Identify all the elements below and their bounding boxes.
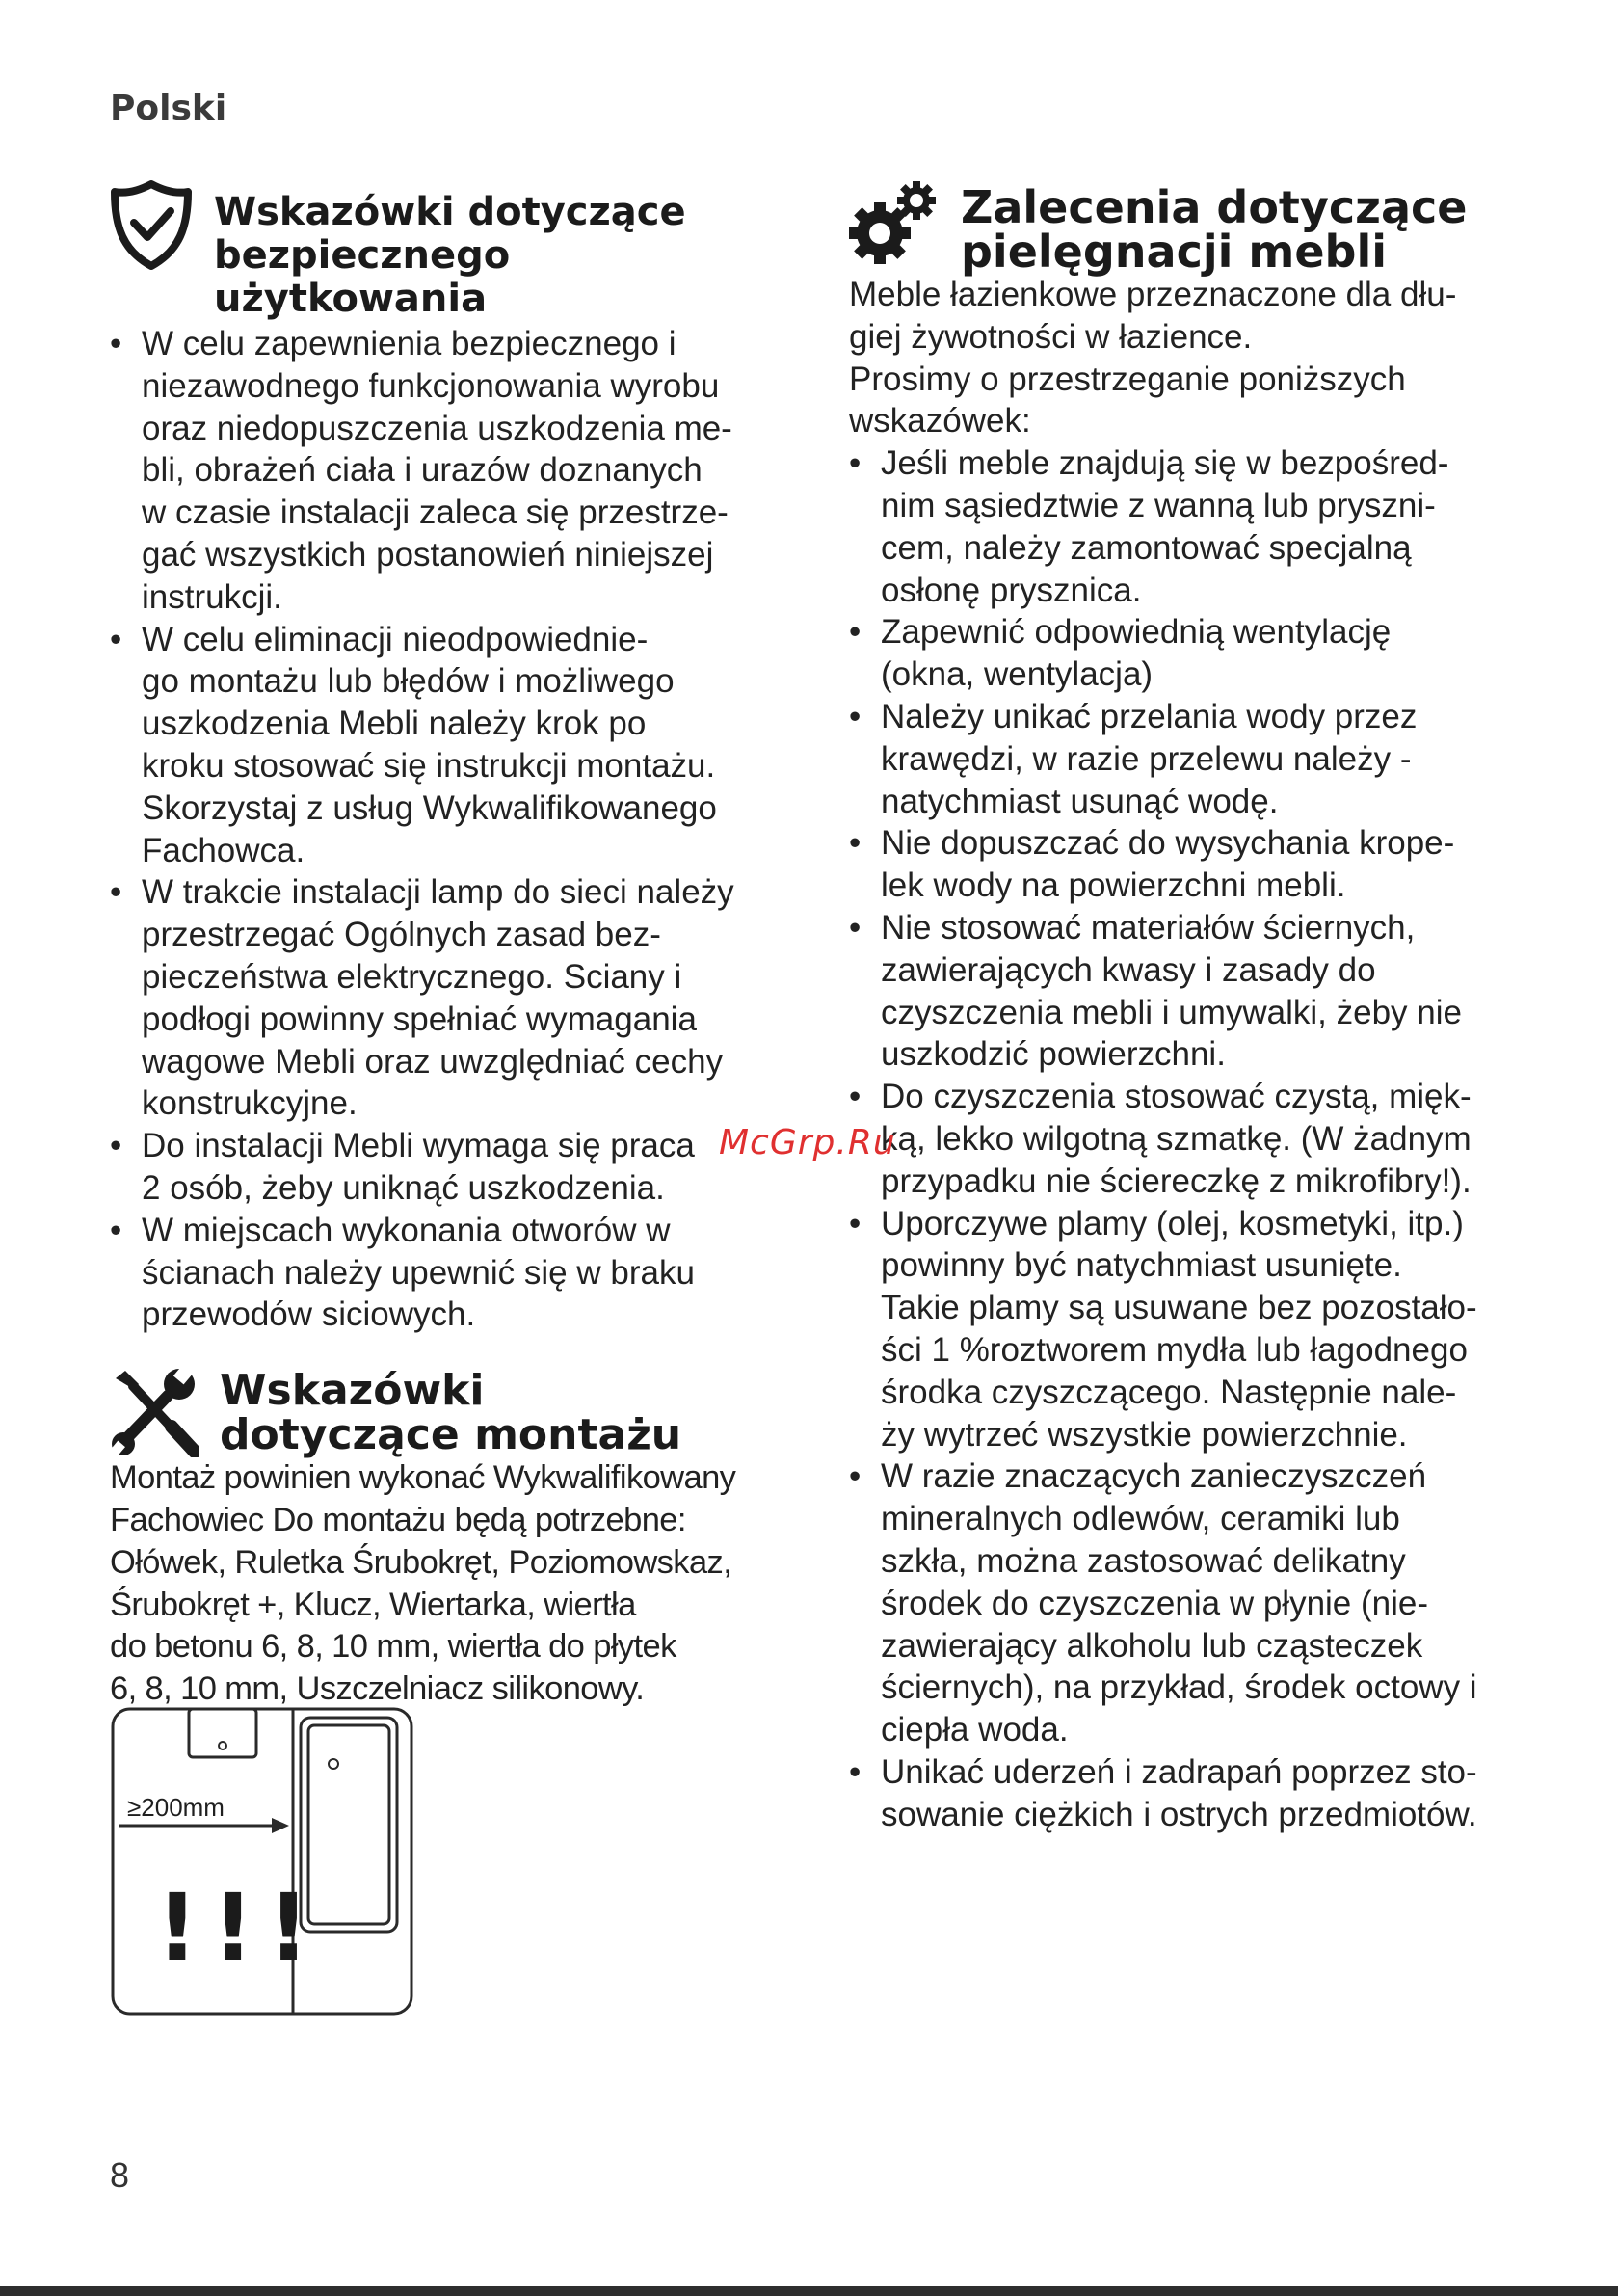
text-line: powinny być natychmiast usunięte. xyxy=(881,1246,1402,1285)
text-line: środka czyszczącego. Następnie nale- xyxy=(881,1373,1457,1411)
safety-heading xyxy=(110,179,775,321)
text-line: pieczeństwa elektrycznego. Sciany i xyxy=(142,957,682,996)
text-line: • Do instalacji Mebli wymaga się praca xyxy=(142,1127,695,1165)
text-line: ści 1 %roztworem mydła lub łagodnego xyxy=(881,1330,1468,1369)
text-line: (okna, wentylacja) xyxy=(881,655,1154,694)
installation-diagram xyxy=(110,1704,416,2027)
text-line: krawędzi, w razie przelewu należy - xyxy=(881,739,1412,778)
text-line: podłogi powinny spełniać wymagania xyxy=(142,1000,697,1038)
text-line: • W celu eliminacji nieodpowiednie- xyxy=(142,620,649,658)
text-line: • Należy unikać przelania wody przez xyxy=(881,697,1418,735)
text-line: Meble łazienkowe przeznaczone dla dłu- xyxy=(849,276,1457,313)
list-item xyxy=(849,822,1514,907)
text-line: szkła, można zastosować delikatny xyxy=(881,1541,1406,1580)
text-line: ścianach należy upewnić się w braku xyxy=(142,1253,695,1292)
list-item xyxy=(849,1076,1514,1202)
list-item xyxy=(110,323,775,619)
assembly-title-line: dotyczące montażu xyxy=(220,1410,682,1460)
distance-label: ≥200mm xyxy=(127,1793,225,1822)
text-line: oraz niedopuszczenia uszkodzenia me- xyxy=(142,409,732,447)
text-line: do betonu 6, 8, 10 mm, wiertła do płytek xyxy=(110,1628,676,1666)
list-item xyxy=(849,1455,1514,1751)
text-line: Takie plamy są usuwane bez pozostało- xyxy=(881,1289,1477,1327)
text-line: ką, lekko wilgotną szmatkę. (W żadnym xyxy=(881,1119,1472,1158)
text-line: ży wytrzeć wszystkie powierzchnie. xyxy=(881,1415,1408,1454)
text-line: gać wszystkich postanowień niniejszej xyxy=(142,535,714,574)
safety-title-line: Wskazówki dotyczące xyxy=(214,190,686,234)
text-line: Fachowca. xyxy=(142,831,305,869)
care-heading xyxy=(849,179,1514,278)
text-line: Prosimy o przestrzeganie poniższych xyxy=(849,360,1406,398)
left-column xyxy=(110,179,775,1711)
list-item xyxy=(849,1203,1514,1456)
list-item xyxy=(849,696,1514,822)
safety-title-line: bezpiecznego użytkowania xyxy=(214,233,511,321)
assembly-section xyxy=(110,1365,775,1711)
list-item xyxy=(110,1125,775,1210)
text-line: instrukcji. xyxy=(142,577,282,616)
text-line: bli, obrażeń ciała i urazów doznanych xyxy=(142,451,703,490)
list-item xyxy=(849,611,1514,696)
text-line: Ołówek, Ruletka Śrubokręt, Poziomowskaz, xyxy=(110,1543,732,1581)
text-line: Fachowiec Do montażu będą potrzebne: xyxy=(110,1501,686,1538)
text-line: cem, należy zamontować specjalną xyxy=(881,528,1412,567)
text-line: uszkodzenia Mebli należy krok po xyxy=(142,705,647,743)
text-line: go montażu lub błędów i możliwego xyxy=(142,662,675,701)
text-line: • W trakcie instalacji lamp do sieci należy xyxy=(142,873,734,912)
safety-list xyxy=(110,323,775,1336)
list-item xyxy=(849,442,1514,611)
text-line: konstrukcyjne. xyxy=(142,1084,358,1123)
text-line: • Uporczywe plamy (olej, kosmetyki, itp.) xyxy=(881,1204,1464,1242)
assembly-title-line: Wskazówki xyxy=(220,1366,485,1416)
care-list xyxy=(849,442,1514,1835)
safety-title xyxy=(214,191,775,321)
care-title-line: Zalecenia dotyczące xyxy=(961,181,1468,233)
text-line: uszkodzić powierzchni. xyxy=(881,1035,1226,1074)
list-item xyxy=(849,1751,1514,1836)
text-line: 2 osób, żeby uniknąć uszkodzenia. xyxy=(142,1168,665,1207)
text-line: czyszczenia mebli i umywalki, żeby nie xyxy=(881,993,1462,1031)
text-line: w czasie instalacji zaleca się przestrze- xyxy=(142,494,729,532)
page-number: 8 xyxy=(110,2155,130,2195)
text-line: • Do czyszczenia stosować czystą, mięk- xyxy=(881,1078,1472,1116)
text-line: • Nie dopuszczać do wysychania krope- xyxy=(881,824,1455,863)
text-line: 6, 8, 10 mm, Uszczelniacz silikonowy. xyxy=(110,1670,645,1708)
right-column xyxy=(849,179,1514,1835)
text-line: środek do czyszczenia w płynie (nie- xyxy=(881,1584,1429,1622)
text-line: mineralnych odlewów, ceramiki lub xyxy=(881,1500,1400,1538)
text-line: zawierających kwasy i zasady do xyxy=(881,950,1376,989)
care-title xyxy=(961,181,1468,278)
text-line: Śrubokręt +, Klucz, Wiertarka, wiertła xyxy=(110,1586,636,1623)
care-title-line: pielęgnacji mebli xyxy=(961,226,1387,278)
text-line: zawierający alkoholu lub cząsteczek xyxy=(881,1626,1423,1665)
assembly-title xyxy=(220,1366,682,1460)
text-line: giej żywotności w łazience. xyxy=(849,317,1253,356)
text-line: • Zapewnić odpowiednią wentylację xyxy=(881,613,1392,652)
list-item xyxy=(110,1210,775,1336)
text-line: Skorzystaj z usług Wykwalifikowanego xyxy=(142,788,717,827)
text-line: • W razie znaczących zanieczyszczeń xyxy=(881,1457,1427,1496)
list-item xyxy=(110,871,775,1125)
text-line: przestrzegać Ogólnych zasad bez- xyxy=(142,916,661,954)
text-line: sowanie ciężkich i ostrych przedmiotów. xyxy=(881,1795,1477,1833)
text-line: • Nie stosować materiałów ściernych, xyxy=(881,908,1416,947)
text-line: • W celu zapewnienia bezpiecznego i xyxy=(142,325,676,362)
text-line: kroku stosować się instrukcji montażu. xyxy=(142,746,716,785)
text-line: przewodów siciowych. xyxy=(142,1295,476,1334)
text-line: • W miejscach wykonania otworów w xyxy=(142,1211,671,1249)
text-line: ciepła woda. xyxy=(881,1711,1069,1749)
text-line: natychmiast usunąć wodę. xyxy=(881,782,1279,820)
watermark: McGrp.Ru xyxy=(719,1123,896,1162)
shield-check-icon xyxy=(110,179,193,272)
list-item xyxy=(110,619,775,872)
text-line: • Unikać uderzeń i zadrapań poprzez sto- xyxy=(881,1752,1477,1791)
gears-icon xyxy=(849,179,938,272)
warning-marks: !!! xyxy=(156,1874,324,1982)
text-line: wagowe Mebli oraz uwzględniać cechy xyxy=(142,1042,724,1081)
bottom-bar xyxy=(0,2286,1618,2296)
wrench-screwdriver-icon xyxy=(110,1365,199,1457)
diagram-figure xyxy=(110,1704,416,2022)
text-line: Montaż powinien wykonać Wykwalifikowany xyxy=(110,1459,736,1497)
care-intro xyxy=(849,274,1514,442)
safety-section xyxy=(110,179,775,1336)
language-label: Polski xyxy=(110,89,227,128)
text-line: wskazówek: xyxy=(849,402,1031,441)
text-line: lek wody na powierzchni mebli. xyxy=(881,867,1346,905)
list-item xyxy=(849,907,1514,1076)
text-line: nim sąsiedztwie z wanną lub pryszni- xyxy=(881,486,1436,524)
care-section xyxy=(849,179,1514,1835)
text-line: osłonę prysznica. xyxy=(881,571,1142,609)
text-line: niezawodnego funkcjonowania wyrobu xyxy=(142,366,720,405)
text-line: • Jeśli meble znajdują się w bezpośred- xyxy=(881,444,1449,483)
assembly-text xyxy=(110,1457,775,1711)
text-line: przypadku nie ściereczkę z mikrofibry!). xyxy=(881,1161,1472,1200)
assembly-heading xyxy=(110,1365,775,1460)
text-line: ściernych), na przykład, środek octowy i xyxy=(881,1669,1477,1707)
